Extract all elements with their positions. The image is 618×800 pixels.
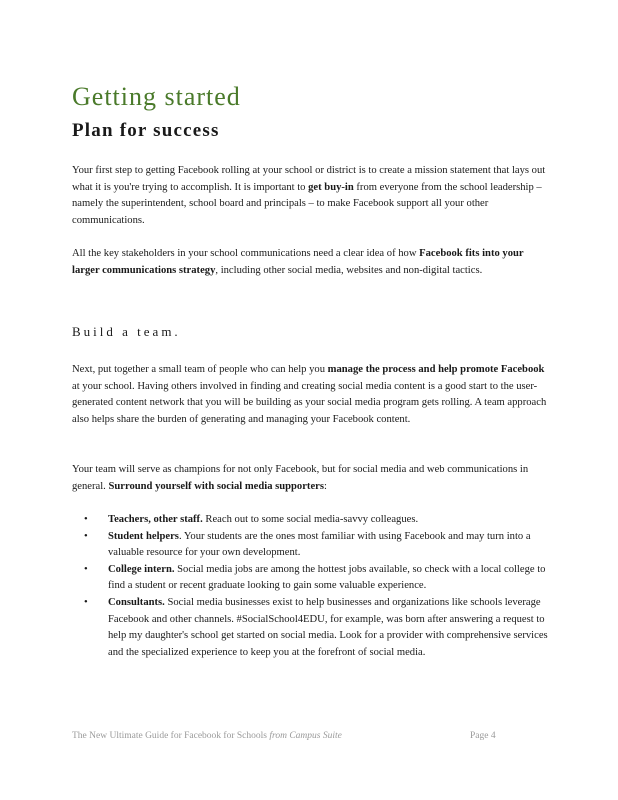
emphasis-text: get buy-in xyxy=(308,181,354,193)
page-footer xyxy=(72,731,342,741)
list-item-text: . Your students are the ones most familiar with using Facebook and may turn into a valuable resource for your own development. xyxy=(108,530,531,559)
bullet-icon: • xyxy=(84,563,88,575)
bullet-icon: • xyxy=(84,514,88,525)
emphasis-text: Facebook fits into your larger communications strategy xyxy=(72,248,524,276)
emphasis-text: Surround yourself with social media supporters xyxy=(108,480,324,492)
paragraph-stakeholders xyxy=(72,246,548,279)
paragraph-champions xyxy=(72,462,548,495)
list-item-title: Student helpers xyxy=(108,530,179,542)
bullet-icon: • xyxy=(84,530,88,542)
supporters-list xyxy=(72,512,548,661)
footer-title: The New Ultimate Guide for Facebook for Schools xyxy=(72,731,270,741)
list-item-title: Consultants. xyxy=(108,596,165,608)
emphasis-text: manage the process and help promote Facebook xyxy=(327,364,545,375)
list-item-title: Teachers, other staff. xyxy=(108,514,203,525)
bullet-icon: • xyxy=(84,596,88,608)
list-item xyxy=(72,595,548,661)
footer-publisher: from Campus Suite xyxy=(269,731,342,741)
paragraph-text: , including other social media, websites and non-digital tactics. xyxy=(215,264,483,276)
paragraph-text: : xyxy=(324,480,327,492)
paragraph-text: at your school. Having others involved in finding and creating social media content is a good start to the user-generated content network that you will be building as your social media program gets rolling. A team approach also helps share the burden of generating and managing your Facebook content. xyxy=(72,380,547,425)
section-heading-build-team: Build a team. xyxy=(72,324,181,339)
list-item xyxy=(72,529,548,562)
paragraph-text: All the key stakeholders in your school communications need a clear idea of how xyxy=(72,248,420,259)
section-subtitle: Plan for success xyxy=(72,120,220,141)
list-item xyxy=(72,562,548,595)
page-title: Getting started xyxy=(72,82,241,111)
list-item-title: College intern. xyxy=(108,563,175,575)
paragraph-text: Your team will serve as champions for not only Facebook, but for social media and web communications in general. xyxy=(72,464,529,492)
paragraph-text: Your first step to getting Facebook rolling at your school or district is to create a mission statement that lays out what it is you're trying to accomplish. It is important to xyxy=(72,165,546,193)
paragraph-text: from everyone from the school leadership – namely the superintendent, school board and principals – to make Facebook support all your other communications. xyxy=(72,181,542,226)
paragraph-text: Next, put together a small team of people who can help you xyxy=(72,364,328,375)
paragraph-mission xyxy=(72,163,548,229)
list-item-text: Social media businesses exist to help businesses and organizations like schools leverage Facebook and other channels. #SocialSchool4EDU, for example, was born after answering a request to help my daughter's school get started on social media. Look for a provider with comprehensive services and the specialized experience to keep you at the forefront of social media. xyxy=(108,596,548,658)
list-item-text: Social media jobs are among the hottest jobs available, so check with a local college to find a student or recent graduate looking to gain some valuable experience. xyxy=(108,563,546,592)
list-item-text: Reach out to some social media-savvy colleagues. xyxy=(202,514,419,525)
page-number: Page 4 xyxy=(470,731,496,741)
paragraph-team xyxy=(72,362,548,428)
list-item xyxy=(72,512,548,529)
